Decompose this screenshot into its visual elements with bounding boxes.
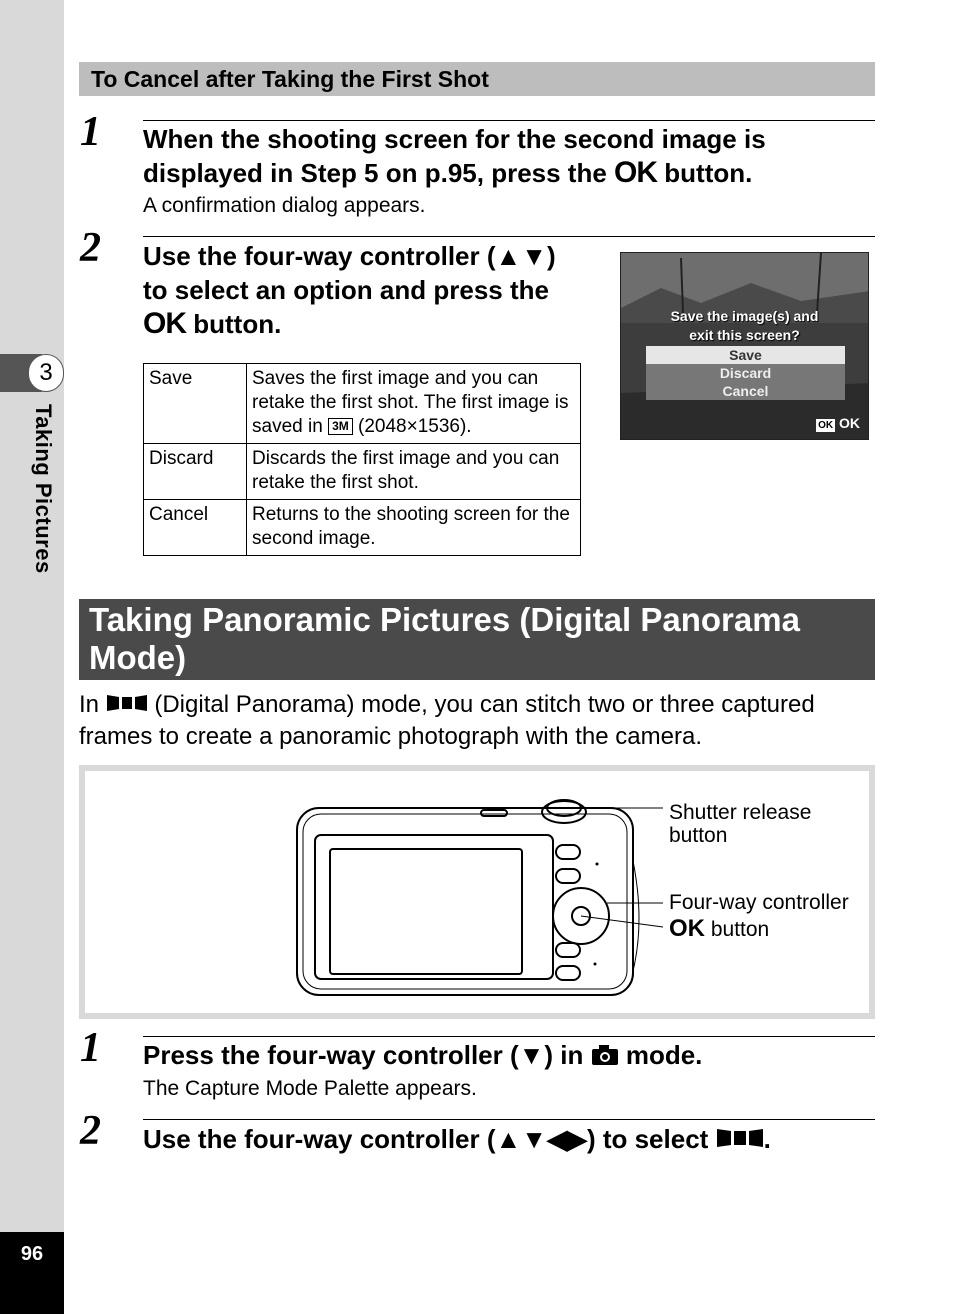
step-note: The Capture Mode Palette appears. (143, 1077, 477, 1100)
chapter-title: Taking Pictures (31, 404, 56, 574)
ok-hint: OK OK (818, 415, 860, 431)
step-number: 2 (80, 225, 101, 271)
dialog-message: Save the image(s) and exit this screen? (670, 308, 819, 343)
table-row: Discard Discards the first image and you can retake the first shot. (144, 444, 581, 500)
step-heading: Use the four-way controller (▲▼◀▶) to select . (143, 1124, 771, 1154)
options-table (143, 363, 581, 556)
3m-resolution-icon: 3M (328, 418, 353, 435)
step-number: 1 (80, 1025, 101, 1071)
menu-item-save: Save (646, 346, 845, 364)
section-heading: Taking Panoramic Pictures (Digital Panorama Mode) (79, 599, 875, 680)
table-row: Save Saves the first image and you can retake the first shot. The first image is saved in 3M (2048×1536). (144, 364, 581, 444)
chapter-number: 3 (28, 354, 64, 392)
step-note: A confirmation dialog appears. (143, 194, 426, 217)
dialog-menu (646, 346, 845, 400)
intro-paragraph: In (Digital Panorama) mode, you can stitch two or three captured frames to create a panoramic photograph with the camera. (79, 691, 815, 750)
ok-button-glyph: OK (614, 156, 658, 189)
step-number: 1 (80, 109, 101, 155)
shutter-release-label: Shutter release button (669, 801, 812, 847)
camera-lcd-screenshot (620, 252, 869, 440)
menu-item-discard: Discard (719, 365, 772, 381)
step-divider (143, 236, 875, 237)
step-divider (143, 120, 875, 121)
step-number: 2 (80, 1108, 101, 1154)
menu-item-cancel: Cancel (722, 383, 769, 399)
step-heading: Use the four-way controller (▲▼) to select an option and press the OK button. (143, 241, 556, 340)
camera-figure (79, 765, 875, 1019)
ok-icon: OK (818, 420, 834, 431)
table-row: Cancel Returns to the shooting screen for the second image. (144, 500, 581, 556)
chapter-sidebar (0, 0, 64, 1314)
page-number: 96 (20, 1243, 44, 1265)
step-divider (143, 1036, 875, 1037)
step-heading: Press the four-way controller (▼) in mode. (143, 1040, 703, 1070)
panorama-mode-icon (106, 693, 148, 713)
camera-mode-icon (591, 1044, 619, 1066)
panorama-mode-icon (716, 1127, 764, 1149)
four-way-controller-label: Four-way controller (669, 891, 849, 914)
step-heading: When the shooting screen for the second image is displayed in Step 5 on p.95, press the OK button. (143, 124, 766, 189)
section-subheading: To Cancel after Taking the First Shot (79, 62, 875, 96)
ok-button-label: OK button (669, 915, 770, 942)
step-divider (143, 1119, 875, 1120)
ok-button-glyph: OK (143, 307, 186, 340)
